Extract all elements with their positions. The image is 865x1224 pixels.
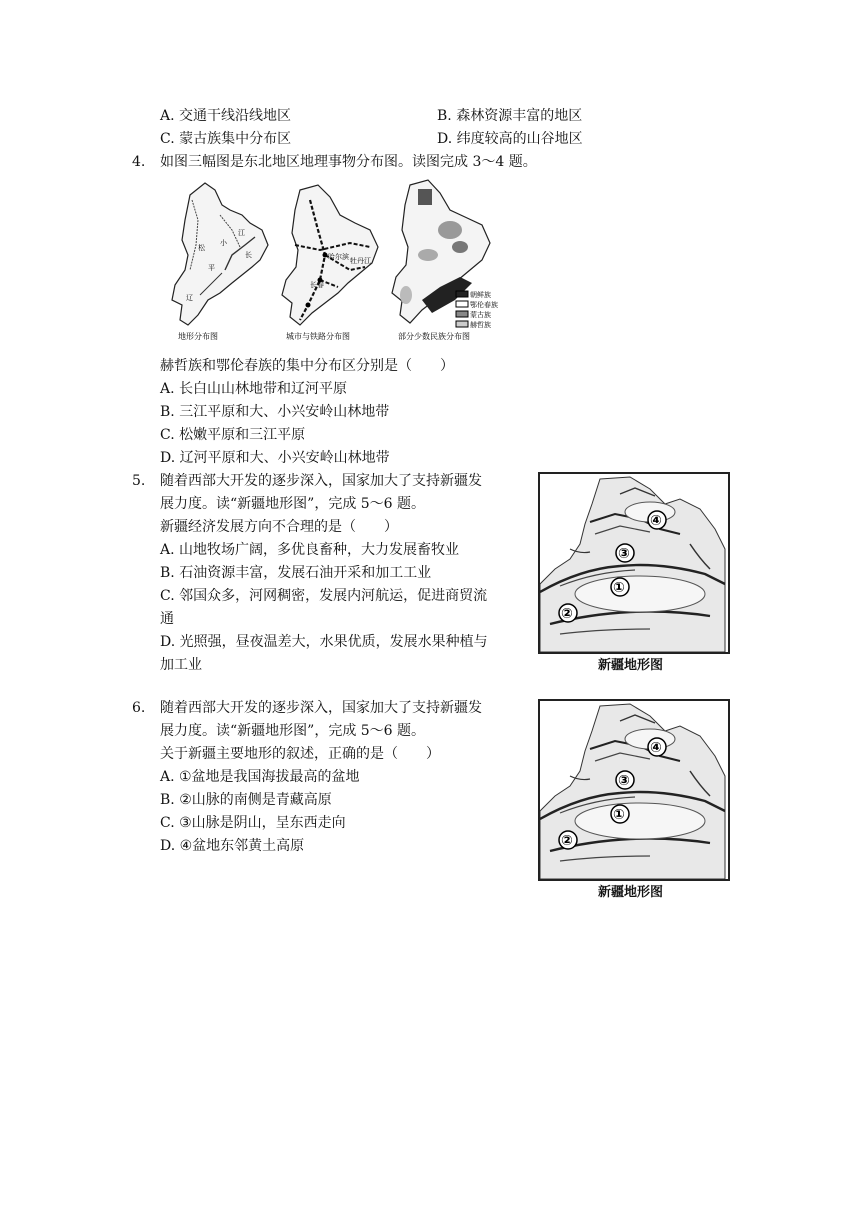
q6-option-b: B. ②山脉的南侧是青藏高原: [160, 792, 332, 808]
q5-option-b: B. 石油资源丰富，发展石油开采和加工工业: [160, 565, 432, 581]
xinjiang-map-q5: [538, 472, 730, 654]
q5-option-d-line1: D. 光照强，昼夜温差大，水果优质，发展水果种植与: [160, 634, 488, 650]
marker-1: ①: [613, 580, 625, 596]
q4-number: 4.: [132, 154, 146, 170]
marker-3: ③: [618, 546, 630, 562]
q3-option-a: A. 交通干线沿线地区: [160, 108, 292, 124]
xinjiang-map-q6-caption: 新疆地形图: [598, 885, 664, 900]
q6-stem-line1: 随着西部大开发的逐步深入，国家加大了支持新疆发: [160, 700, 482, 716]
q5-option-d-line2: 加工业: [160, 657, 202, 673]
q4-option-a: A. 长白山山林地带和辽河平原: [160, 381, 348, 397]
marker-4: ④: [650, 740, 662, 756]
q6-option-c: C. ③山脉是阴山，呈东西走向: [160, 815, 346, 831]
marker-3: ③: [618, 773, 630, 789]
q4-option-b: B. 三江平原和大、小兴安岭山林地带: [160, 404, 390, 420]
svg-text:长春: 长春: [310, 281, 324, 289]
xinjiang-map-q6: [538, 699, 730, 881]
q6-stem-line2: 展力度。读“新疆地形图”，完成 5～6 题。: [160, 723, 426, 739]
marker-2: ②: [561, 606, 573, 622]
q5-option-c-line1: C. 邻国众多，河网稠密，发展内河航运，促进商贸流: [160, 588, 488, 604]
q6-option-a: A. ①盆地是我国海拔最高的盆地: [160, 769, 360, 785]
q5-stem-line1: 随着西部大开发的逐步深入，国家加大了支持新疆发: [160, 473, 482, 489]
legend-item-0: 朝鲜族: [470, 291, 491, 299]
marker-2: ②: [561, 833, 573, 849]
map1-caption: 地形分布图: [178, 332, 218, 341]
marker-4: ④: [650, 513, 662, 529]
map2-caption: 城市与铁路分布图: [286, 332, 350, 341]
q6-option-d: D. ④盆地东邻黄土高原: [160, 838, 305, 854]
svg-text:长: 长: [245, 251, 252, 259]
q6-number: 6.: [132, 700, 146, 716]
q4-option-c: C. 松嫩平原和三江平原: [160, 427, 306, 443]
q4-option-d: D. 辽河平原和大、小兴安岭山林地带: [160, 450, 390, 466]
city-railway-map: [282, 185, 378, 341]
xinjiang-map-q5-caption: 新疆地形图: [598, 658, 664, 673]
q4-question: 赫哲族和鄂伦春族的集中分布区分别是（ ）: [160, 358, 454, 374]
legend-item-2: 蒙古族: [470, 311, 491, 319]
terrain-map: [172, 183, 268, 341]
q5-number: 5.: [132, 473, 146, 489]
svg-text:江: 江: [238, 229, 245, 237]
q5-question: 新疆经济发展方向不合理的是（ ）: [160, 519, 398, 535]
q3-option-c: C. 蒙古族集中分布区: [160, 131, 292, 147]
svg-text:辽: 辽: [186, 294, 193, 302]
map3-caption: 部分少数民族分布图: [398, 332, 470, 341]
svg-text:平: 平: [208, 264, 215, 272]
legend-item-3: 赫哲族: [470, 321, 491, 329]
svg-text:小: 小: [220, 239, 227, 247]
northeast-maps-svg: [160, 175, 530, 350]
svg-text:松: 松: [198, 244, 205, 252]
q5-option-a: A. 山地牧场广阔，多优良畜种，大力发展畜牧业: [160, 542, 460, 558]
marker-1: ①: [613, 807, 625, 823]
xinjiang-map-q5-svg: [540, 474, 728, 652]
xinjiang-map-q6-svg: [540, 701, 728, 879]
q4-stem: 如图三幅图是东北地区地理事物分布图。读图完成 3～4 题。: [160, 154, 537, 170]
northeast-maps-figure: [160, 175, 530, 350]
minority-map: [392, 180, 498, 341]
svg-text:哈尔滨: 哈尔滨: [328, 253, 349, 261]
q5-stem-line2: 展力度。读“新疆地形图”，完成 5～6 题。: [160, 496, 426, 512]
legend-item-1: 鄂伦春族: [470, 301, 498, 309]
q5-option-c-line2: 通: [160, 611, 174, 627]
q3-option-b: B. 森林资源丰富的地区: [437, 108, 583, 124]
q3-option-d: D. 纬度较高的山谷地区: [437, 131, 583, 147]
q6-question: 关于新疆主要地形的叙述，正确的是（ ）: [160, 746, 440, 762]
svg-text:牡丹江: 牡丹江: [350, 257, 371, 265]
